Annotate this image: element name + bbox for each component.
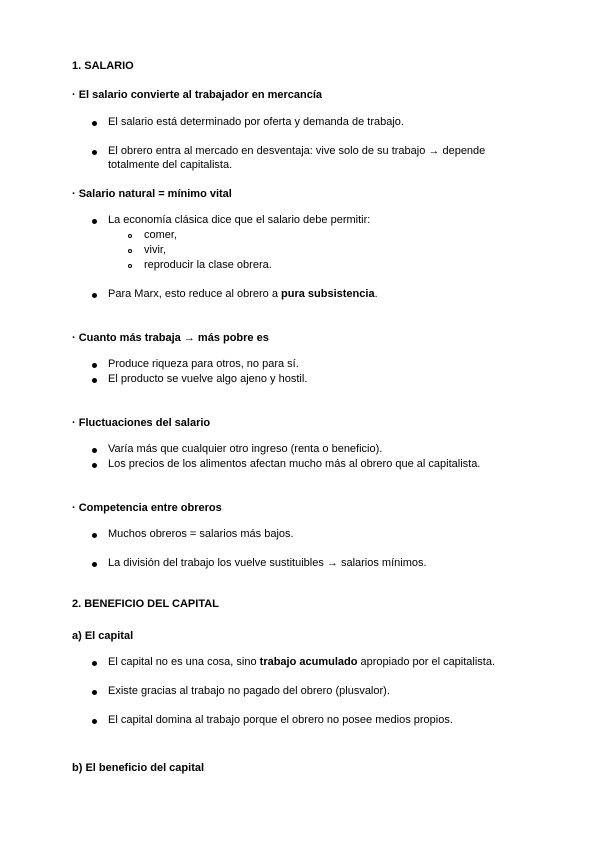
bullet-icon [92,690,97,695]
list-item: El producto se vuelve algo ajeno y hostil. [108,373,308,385]
section-1-title: 1. SALARIO [72,60,134,72]
bullet-icon [92,121,97,126]
list-item: Existe gracias al trabajo no pagado del obrero (plusvalor). [108,685,390,697]
sub-bullet-icon [128,249,132,253]
heading-mas-trabaja: · Cuanto más trabaja → más pobre es [72,332,269,344]
bullet-icon [92,378,97,383]
bullet-icon [92,463,97,468]
bullet-icon [92,150,97,155]
bullet-icon [92,661,97,666]
list-item-text: . [374,288,378,300]
list-item-continuation: totalmente del capitalista. [108,159,233,171]
bullet-icon [92,293,97,298]
bullet-icon [92,363,97,368]
sub-bullet-icon [128,264,132,268]
heading-salario-mercancia: · El salario convierte al trabajador en mercancía [72,89,323,101]
bullet-icon [92,533,97,538]
sub-bullet-icon [128,234,132,238]
list-item-text: apropiado por el capitalista. [357,656,496,668]
list-item-emphasis: pura subsistencia [281,288,375,300]
list-item: Los precios de los alimentos afectan mucho más al obrero que al capitalista. [108,458,481,470]
bullet-icon [92,219,97,224]
sub-list-item: comer, [144,229,178,241]
bullet-icon [92,562,97,567]
bullet-icon [92,448,97,453]
heading-beneficio-capital: b) El beneficio del capital [72,762,205,774]
list-item [108,288,378,301]
list-item: Muchos obreros = salarios más bajos. [108,528,294,540]
list-item-emphasis: trabajo acumulado [259,656,358,668]
list-item: El obrero entra al mercado en desventaja: vive solo de su trabajo → depende [108,145,486,157]
section-2-title: 2. BENEFICIO DEL CAPITAL [72,598,219,610]
list-item-text: El capital no es una cosa, sino [108,656,260,668]
sub-list-item: vivir, [144,244,166,256]
heading-fluctuaciones: · Fluctuaciones del salario [72,417,211,429]
heading-salario-natural: · Salario natural = mínimo vital [72,188,232,200]
list-item: Varía más que cualquier otro ingreso (renta o beneficio). [108,443,383,455]
heading-competencia: · Competencia entre obreros [72,502,222,514]
list-item: El salario está determinado por oferta y demanda de trabajo. [108,116,404,128]
list-item: La economía clásica dice que el salario debe permitir: [108,214,371,226]
list-item-text: Para Marx, esto reduce al obrero a [108,288,282,300]
list-item: El capital domina al trabajo porque el obrero no posee medios propios. [108,714,453,726]
list-item [108,656,495,669]
sub-list-item: reproducir la clase obrera. [144,259,272,271]
list-item: La división del trabajo los vuelve sustituibles → salarios mínimos. [108,557,427,569]
heading-el-capital: a) El capital [72,630,134,642]
list-item: Produce riqueza para otros, no para sí. [108,358,299,370]
bullet-icon [92,719,97,724]
